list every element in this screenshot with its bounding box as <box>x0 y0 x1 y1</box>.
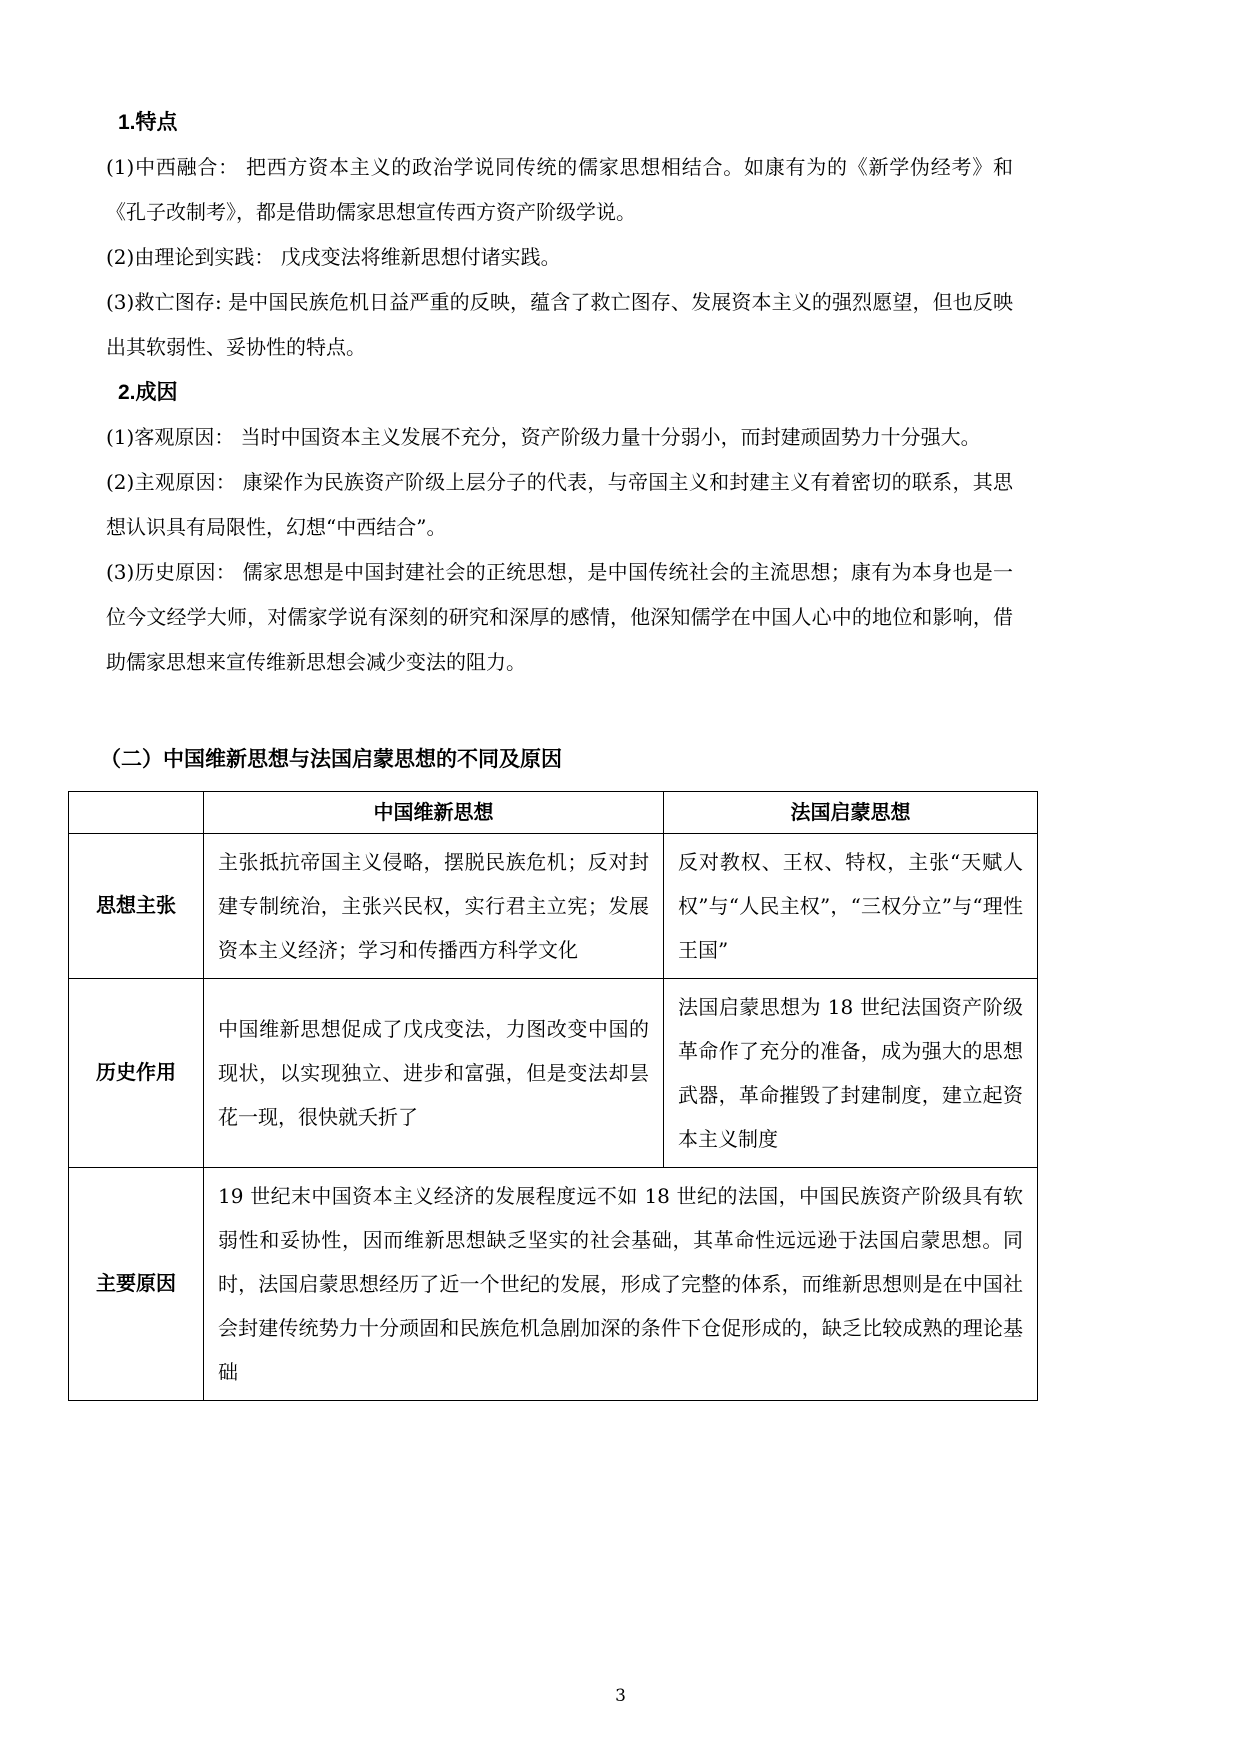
table-header-france: 法国启蒙思想 <box>664 792 1038 834</box>
row-label-historical-role: 历史作用 <box>69 979 204 1168</box>
table-corner-cell <box>69 792 204 834</box>
cell-claims-france: 反对教权、王权、特权，主张“天赋人权”与“人民主权”，“三权分立”与“理性王国” <box>664 834 1038 979</box>
table-header-china: 中国维新思想 <box>204 792 664 834</box>
cell-historical-role-france: 法国启蒙思想为 18 世纪法国资产阶级革命作了充分的准备，成为强大的思想武器，革命摧毁了封建制度，建立起资本主义制度 <box>664 979 1038 1168</box>
cell-main-reasons-merged: 19 世纪末中国资本主义经济的发展程度远不如 18 世纪的法国，中国民族资产阶级具有软弱性和妥协性，因而维新思想缺乏坚实的社会基础，其革命性远远逊于法国启蒙思想。同时，法国启蒙思想经历了近一个世纪的发展，形成了完整的体系，而维新思想则是在中国社会封建传统势力十分顽固和民族危机急剧加深的条件下仓促形成的，缺乏比较成熟的理论基础 <box>204 1168 1038 1401</box>
cell-historical-role-china: 中国维新思想促成了戊戌变法，力图改变中国的现状，以实现独立、进步和富强，但是变法却昙花一现，很快就夭折了 <box>204 979 664 1168</box>
comparison-section-heading: （二）中国维新思想与法国启蒙思想的不同及原因 <box>100 748 562 771</box>
paragraph-characteristic-2: (2)由理论到实践： 戊戌变法将维新思想付诸实践。 <box>106 245 561 269</box>
paragraph-characteristic-3: (3)救亡图存: 是中国民族危机日益严重的反映，蕴含了救亡图存、发展资本主义的强烈愿望，但也反映出其软弱性、妥协性的特点。 <box>106 290 1013 359</box>
row-label-main-reasons: 主要原因 <box>69 1168 204 1401</box>
table-row-claims <box>69 834 1038 979</box>
comparison-table <box>68 791 1038 1401</box>
table-row-historical-role <box>69 979 1038 1168</box>
table-header-row <box>69 792 1038 834</box>
text-content <box>0 0 1241 685</box>
paragraph-cause-3: (3)历史原因： 儒家思想是中国封建社会的正统思想，是中国传统社会的主流思想；康有为本身也是一位今文经学大师，对儒家学说有深刻的研究和深厚的感情，他深知儒学在中国人心中的地位和影响，借助儒家思想来宣传维新思想会减少变法的阻力。 <box>106 560 1013 674</box>
cell-claims-china: 主张抵抗帝国主义侵略，摆脱民族危机；反对封建专制统治，主张兴民权，实行君主立宪；发展资本主义经济；学习和传播西方科学文化 <box>204 834 664 979</box>
row-label-claims: 思想主张 <box>69 834 204 979</box>
paragraph-cause-2: (2)主观原因： 康梁作为民族资产阶级上层分子的代表，与帝国主义和封建主义有着密切的联系，其思想认识具有局限性，幻想“中西结合”。 <box>106 470 1013 539</box>
paragraph-characteristic-1: (1)中西融合： 把西方资本主义的政治学说同传统的儒家思想相结合。如康有为的《新学伪经考》和《孔子改制考》，都是借助儒家思想宣传西方资产阶级学说。 <box>106 155 1013 224</box>
heading-causes: 2.成因 <box>118 381 178 404</box>
heading-characteristics: 1.特点 <box>118 111 178 134</box>
page-number: 3 <box>615 1686 626 1706</box>
table-row-main-reasons <box>69 1168 1038 1401</box>
paragraph-cause-1: (1)客观原因： 当时中国资本主义发展不充分，资产阶级力量十分弱小，而封建顽固势力十分强大。 <box>106 425 981 449</box>
